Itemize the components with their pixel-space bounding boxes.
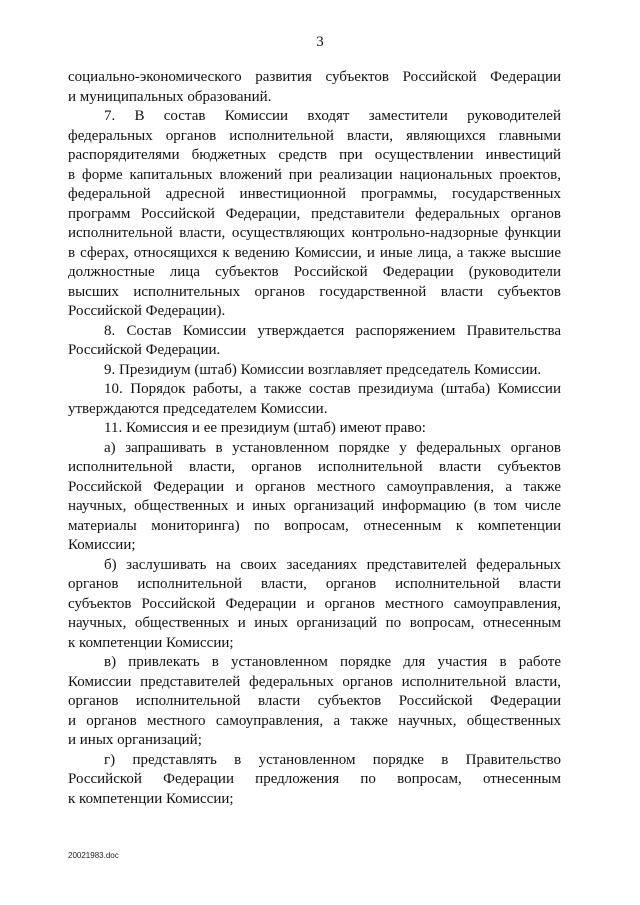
text-line: Российской Федерации и органов местного самоуправления, а также — [68, 478, 561, 495]
text-line: исполнительной власти, органов исполнительной власти субъектов — [68, 459, 561, 475]
paragraph — [68, 68, 561, 107]
paragraph — [68, 653, 561, 751]
paragraph — [68, 751, 561, 810]
text-line: 7. В состав Комиссии входят заместители руководителей — [104, 108, 561, 124]
text-line: субъектов Российской Федерации и органов местного самоуправления, — [68, 595, 561, 612]
text-line: а) запрашивать в установленном порядке у федеральных органов — [104, 439, 561, 456]
text-line: 9. Президиум (штаб) Комиссии возглавляет председатель Комиссии. — [104, 361, 542, 378]
text-line: федеральных органов исполнительной власти, являющихся главными — [68, 127, 561, 144]
text-line: к компетенции Комиссии; — [68, 634, 234, 651]
text-line: научных, общественных и иных организаций информацию (в том числе — [68, 498, 561, 514]
text-line: распорядителями бюджетных средств при осуществлении инвестиций — [68, 147, 561, 163]
text-line: федеральной адресной инвестиционной программы, государственных — [68, 186, 561, 202]
text-line: 10. Порядок работы, а также состав президиума (штаба) Комиссии — [104, 381, 561, 397]
page-number: 3 — [316, 34, 324, 50]
text-line: г) представлять в установленном порядке в Правительство — [104, 751, 561, 768]
text-line: в) привлекать в установленном порядке для участия в работе — [104, 654, 561, 670]
text-line: органов исполнительной власти, органов исполнительной власти — [68, 576, 561, 592]
text-line: и муниципальных образований. — [68, 88, 272, 105]
text-line: Российской Федерации). — [68, 303, 226, 319]
text-line: органов исполнительной власти субъектов Российской Федерации — [68, 693, 561, 709]
paragraph — [68, 322, 561, 361]
text-line: б) заслушивать на своих заседаниях представителей федеральных — [104, 556, 561, 573]
text-line: 11. Комиссия и ее президиум (штаб) имеют право: — [104, 420, 426, 436]
text-line: Комиссии; — [68, 537, 136, 553]
text-line: в сферах, относящихся к ведению Комиссии, и иные лица, а также высшие — [68, 244, 561, 261]
text-line: Российской Федерации. — [68, 342, 221, 358]
text-line: материалы мониторинга) по вопросам, отнесенным к компетенции — [68, 517, 561, 534]
paragraph — [68, 556, 561, 654]
paragraph — [68, 107, 561, 322]
paragraph — [68, 361, 561, 381]
text-line: должностные лица субъектов Российской Федерации (руководители — [68, 264, 561, 280]
document-body — [68, 68, 561, 809]
text-line: высших исполнительных органов государственной власти субъектов — [68, 283, 561, 300]
paragraph — [68, 380, 561, 419]
text-line: утверждаются председателем Комиссии. — [68, 400, 328, 417]
text-line: в форме капитальных вложений при реализации национальных проектов, — [68, 166, 561, 183]
paragraph — [68, 419, 561, 439]
text-line: к компетенции Комиссии; — [68, 790, 234, 807]
text-line: социально-экономического развития субъектов Российской Федерации — [68, 69, 561, 85]
file-name-footer: 20021983.doc — [68, 851, 119, 860]
text-line: и иных организаций; — [68, 732, 202, 748]
text-line: 8. Состав Комиссии утверждается распоряжением Правительства — [104, 322, 561, 339]
text-line: Российской Федерации предложения по вопросам, отнесенным — [68, 771, 561, 787]
text-line: и органов местного самоуправления, а также научных, общественных — [68, 712, 561, 729]
text-line: исполнительной власти, осуществляющих контрольно-надзорные функции — [68, 225, 561, 241]
text-line: программ Российской Федерации, представители федеральных органов — [68, 205, 561, 222]
text-line: Комиссии представителей федеральных органов исполнительной власти, — [68, 673, 561, 690]
paragraph — [68, 439, 561, 556]
text-line: научных, общественных и иных организаций по вопросам, отнесенным — [68, 615, 561, 631]
